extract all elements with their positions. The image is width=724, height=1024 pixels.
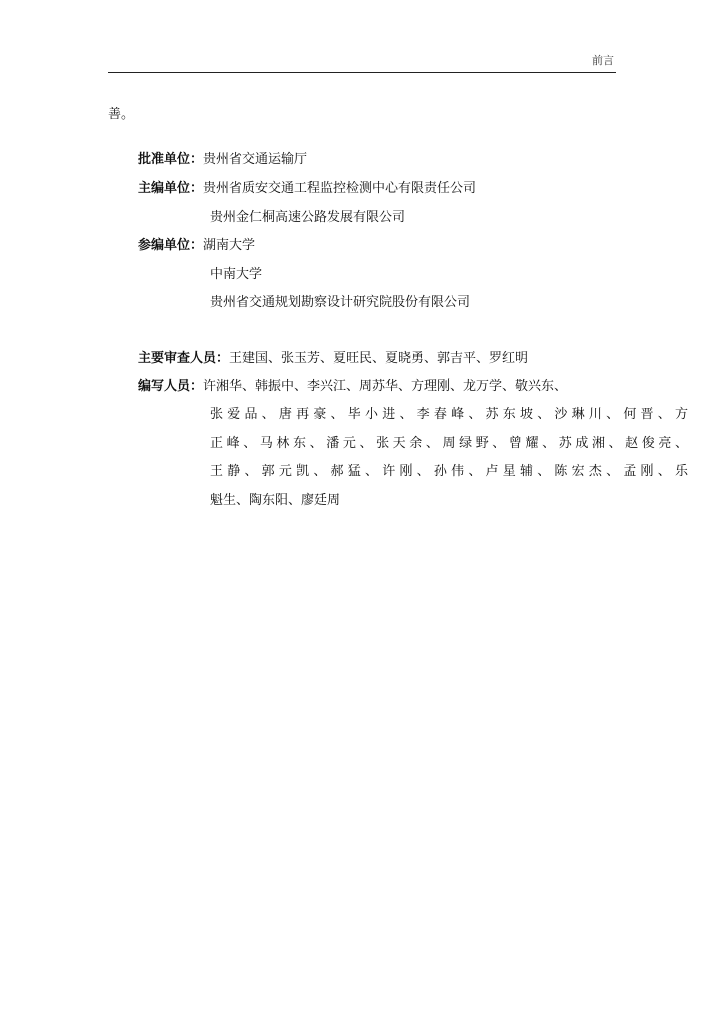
lead-text: 善。: [108, 107, 135, 122]
reviewers-row: [138, 350, 528, 368]
participating-row: [138, 237, 255, 255]
participating-line1: 湖南大学: [203, 238, 256, 253]
header-title: 前言: [592, 54, 614, 67]
authors-line3: 正峰、马林东、潘元、张天余、周绿野、曾耀、苏成湘、赵俊亮、: [210, 436, 688, 451]
approval-value: 贵州省交通运输厅: [203, 152, 308, 167]
approval-label: 批准单位：: [138, 152, 204, 167]
reviewers-value: 王建国、张玉芳、夏旺民、夏晓勇、郭吉平、罗红明: [229, 351, 529, 366]
reviewers-label: 主要审查人员：: [138, 351, 230, 366]
authors-line2: 张爱品、唐再豪、毕小进、李春峰、苏东坡、沙琳川、何晋、方: [210, 407, 688, 422]
approval-row: [138, 151, 307, 169]
chief-editor-line1: 贵州省质安交通工程监控检测中心有限责任公司: [203, 181, 477, 196]
authors-line4: 王静、郭元凯、郝猛、许刚、孙伟、卢星辅、陈宏杰、孟刚、乐: [210, 464, 688, 479]
authors-label: 编写人员：: [138, 379, 204, 394]
chief-editor-label: 主编单位：: [138, 181, 204, 196]
header-divider: [108, 72, 616, 73]
chief-editor-line2: 贵州金仁桐高速公路发展有限公司: [210, 210, 406, 225]
authors-line1: 许湘华、韩振中、李兴江、周苏华、方理刚、龙万学、敬兴东、: [203, 379, 568, 394]
participating-label: 参编单位：: [138, 238, 204, 253]
participating-line3: 贵州省交通规划勘察设计研究院股份有限公司: [210, 295, 471, 310]
participating-line2: 中南大学: [210, 267, 263, 282]
authors-line5: 魁生、陶东阳、廖廷周: [210, 493, 341, 508]
authors-row: [138, 378, 567, 396]
chief-editor-row: [138, 180, 476, 198]
